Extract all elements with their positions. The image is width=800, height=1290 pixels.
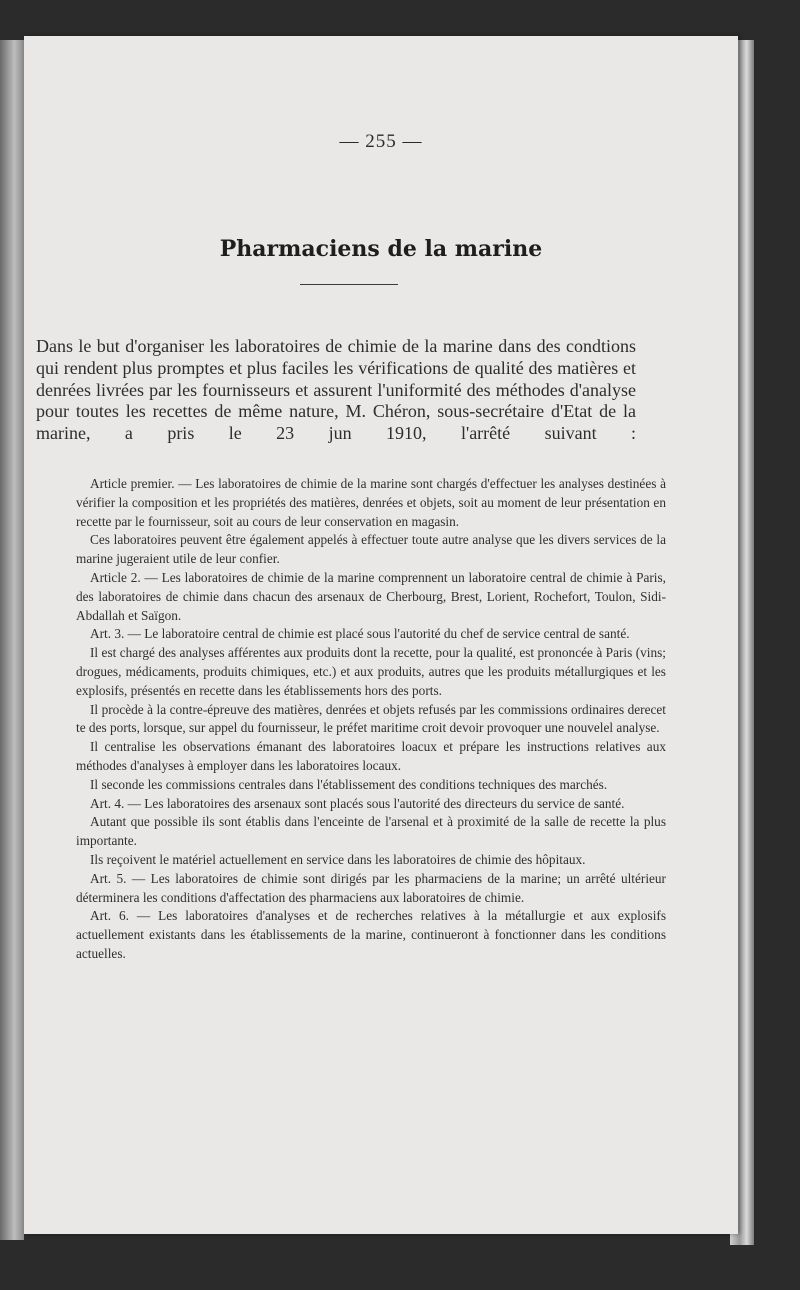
article-paragraph: Art. 3. — Le laboratoire central de chimie est placé sous l'autorité du chef de service central de santé. — [90, 626, 630, 642]
article-paragraph: Il procède à la contre-épreuve des matières, denrées et objets refusés par les commissions ordinaires derecet te des ports, lorsque, sur appel du fournisseur, le préfet maritime croit devoir provoquer une nouvelel analyse. — [76, 701, 666, 736]
previous-page-edge — [0, 40, 24, 1240]
page-number: — 255 — — [339, 131, 423, 152]
heading-rule — [300, 284, 398, 285]
article-paragraph: Il est chargé des analyses afférentes aux produits dont la recette, pour la qualité, est prononcée à Paris (vins; drogues, médicaments, produits chimiques, etc.) et aux produits, autres que les produits métallurgiques et les explosifs, présentés en recette dans les établissements hors des ports. — [76, 645, 666, 698]
article-paragraph: Il seconde les commissions centrales dans l'établissement des conditions techniques des marchés. — [90, 776, 608, 792]
article-paragraph: Ces laboratoires peuvent être également appelés à effectuer toute autre analyse que les divers services de la marine jugeraient utile de leur confier. — [76, 532, 666, 567]
article-paragraph: Art. 4. — Les laboratoires des arsenaux sont placés sous l'autorité des directeurs du service de santé. — [90, 795, 625, 811]
document-page — [24, 36, 738, 1234]
article-paragraph: Art. 5. — Les laboratoires de chimie sont dirigés par les pharmaciens de la marine; un arrêté ultérieur déterminera les conditions d'affectation des pharmaciens aux laboratoires de chimie. — [76, 870, 666, 905]
article-paragraph: Autant que possible ils sont établis dans l'enceinte de l'arsenal et à proximité de la salle de recette la plus importante. — [76, 814, 666, 849]
article-paragraph: Article 2. — Les laboratoires de chimie de la marine comprennent un laboratoire central de chimie à Paris, des laboratoires de chimie dans chacun des arsenaux de Cherbourg, Brest, Lorient, Rochefort, Toulon, Sidi-Abdallah et Saïgon. — [76, 569, 666, 623]
article-paragraph: Il centralise les observations émanant des laboratoires loacux et prépare les instructions relatives aux méthodes d'analyses à employer dans les laboratoires locaux. — [76, 739, 666, 773]
article-paragraph: Ils reçoivent le matériel actuellement en service dans les laboratoires de chimie des hôpitaux. — [90, 851, 586, 867]
section-heading: Pharmaciens de la marine — [219, 236, 543, 262]
intro-paragraph: Dans le but d'organiser les laboratoires de chimie de la marine dans des condtions qui rendent plus promptes et plus faciles les vérifications de qualité des matières et denrées livrées par les fournisseurs et assurent l'uniformité des méthodes d'analyse pour toutes les recettes de même nature, M. Chéron, sous-secrétaire d'Etat de la marine, a pris le 23 jun 1910, l'arrêté suivant : — [36, 336, 636, 444]
decree-articles — [76, 475, 666, 964]
article-paragraph: Article premier. — Les laboratoires de chimie de la marine sont chargés d'effectuer les analyses destinées à vérifier la composition et les propriétés des matières, denrées et objets, soit au moment de leur présentation en recette par le fournisseur, soit au cours de leur conservation en magasin. — [76, 476, 666, 529]
article-paragraph: Art. 6. — Les laboratoires d'analyses et de recherches relatives à la métallurgie et aux explosifs actuellement existants dans les établissements de la marine, continueront à fonctionner dans les conditions actuelles. — [76, 908, 666, 961]
